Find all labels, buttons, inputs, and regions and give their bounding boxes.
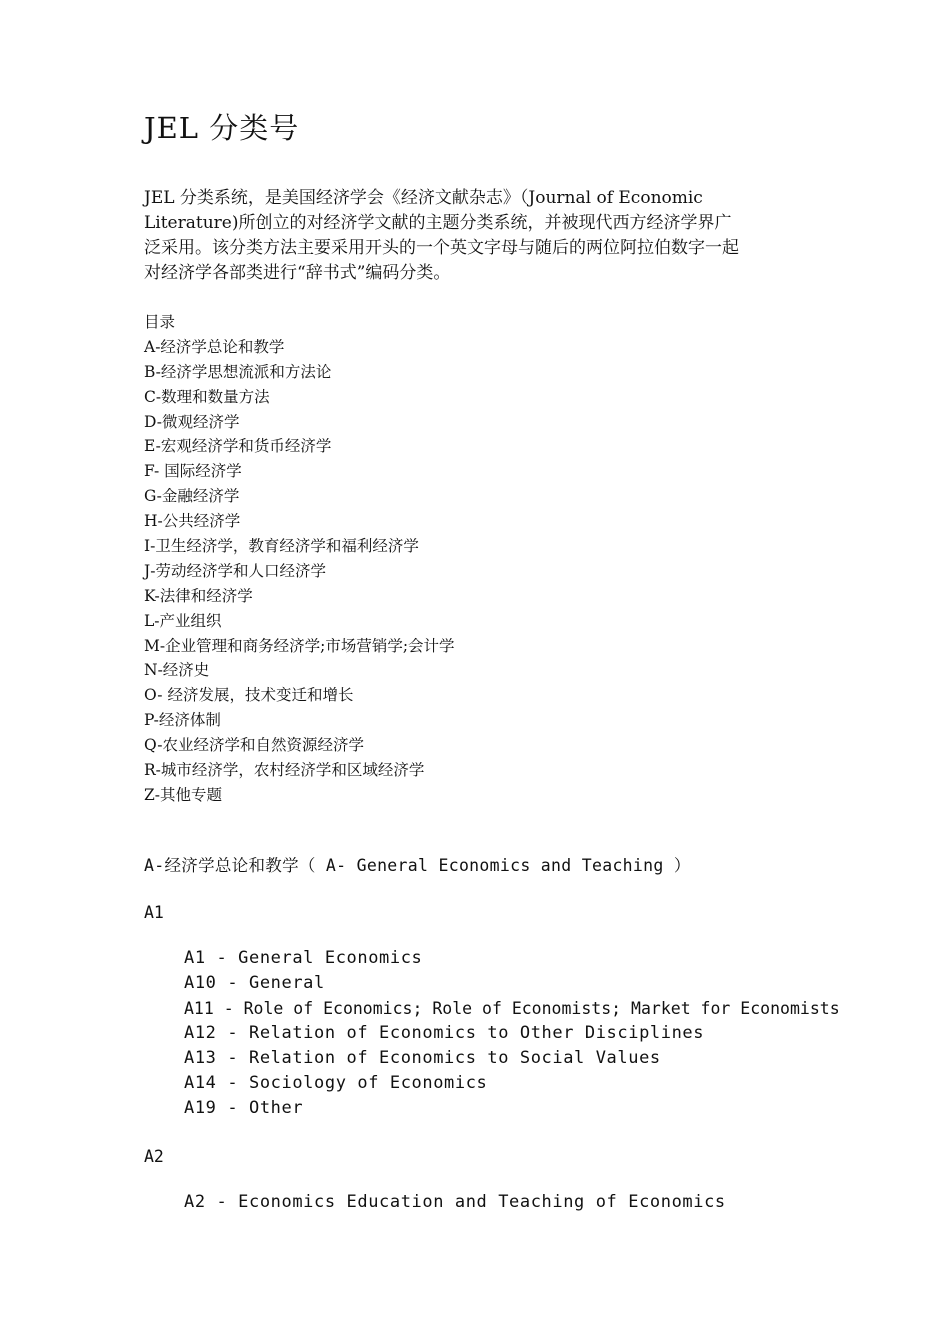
toc-item-h[interactable]: H-公共经济学: [144, 512, 241, 531]
page-title: JEL 分类号: [144, 111, 300, 145]
section-heading: A-经济学总论和教学（ A- General Economics and Teaching ）: [144, 856, 691, 875]
intro-paragraph: [144, 186, 819, 286]
toc-item-d[interactable]: D-微观经济学: [144, 412, 240, 431]
toc-item-l[interactable]: L-产业组织: [144, 611, 222, 630]
toc-item-f[interactable]: F- 国际经济学: [144, 462, 242, 481]
toc-item-c[interactable]: C-数理和数量方法: [144, 387, 270, 406]
toc-item-e[interactable]: E-宏观经济学和货币经济学: [144, 437, 332, 456]
code-entry: A2 - Economics Education and Teaching of Economics: [184, 1192, 726, 1212]
code-entry: A12 - Relation of Economics to Other Disciplines: [184, 1023, 705, 1043]
code-entry: A1 - General Economics: [184, 948, 423, 968]
code-list-a1: [184, 946, 840, 1121]
toc-item-a[interactable]: A-经济学总论和教学: [144, 337, 285, 356]
toc-item-b[interactable]: B-经济学思想流派和方法论: [144, 362, 332, 381]
code-entry: A14 - Sociology of Economics: [184, 1073, 488, 1093]
table-of-contents: [144, 310, 455, 808]
intro-line: 泛采用。该分类方法主要采用开头的一个英文字母与随后的两位阿拉伯数字一起: [144, 238, 739, 258]
code-entry: A10 - General: [184, 973, 325, 993]
toc-item-q[interactable]: Q-农业经济学和自然资源经济学: [144, 736, 365, 755]
intro-line: JEL 分类系统，是美国经济学会《经济文献杂志》（Journal of Economic: [144, 188, 703, 208]
code-entry: A11 - Role of Economics; Role of Economists; Market for Economists: [184, 999, 840, 1018]
toc-item-j[interactable]: J-劳动经济学和人口经济学: [144, 561, 326, 580]
toc-item-m[interactable]: M-企业管理和商务经济学;市场营销学;会计学: [144, 636, 455, 655]
toc-item-o[interactable]: O- 经济发展，技术变迁和增长: [144, 686, 354, 705]
code-list-a2: [184, 1190, 726, 1215]
toc-item-p[interactable]: P-经济体制: [144, 711, 221, 730]
toc-item-r[interactable]: R-城市经济学，农村经济学和区域经济学: [144, 761, 425, 780]
toc-item-i[interactable]: I-卫生经济学，教育经济学和福利经济学: [144, 537, 419, 556]
group-label-a2: A2: [144, 1147, 164, 1166]
toc-heading: 目录: [144, 313, 176, 331]
intro-line: Literature)所创立的对经济学文献的主题分类系统，并被现代西方经济学界广: [144, 213, 732, 233]
code-entry: A19 - Other: [184, 1098, 304, 1118]
toc-item-n[interactable]: N-经济史: [144, 661, 210, 680]
code-entry: A13 - Relation of Economics to Social Values: [184, 1048, 661, 1068]
toc-item-z[interactable]: Z-其他专题: [144, 785, 223, 804]
group-label-a1: A1: [144, 903, 164, 922]
intro-line: 对经济学各部类进行“辞书式”编码分类。: [144, 263, 451, 283]
toc-item-k[interactable]: K-法律和经济学: [144, 586, 253, 605]
toc-item-g[interactable]: G-金融经济学: [144, 487, 240, 506]
